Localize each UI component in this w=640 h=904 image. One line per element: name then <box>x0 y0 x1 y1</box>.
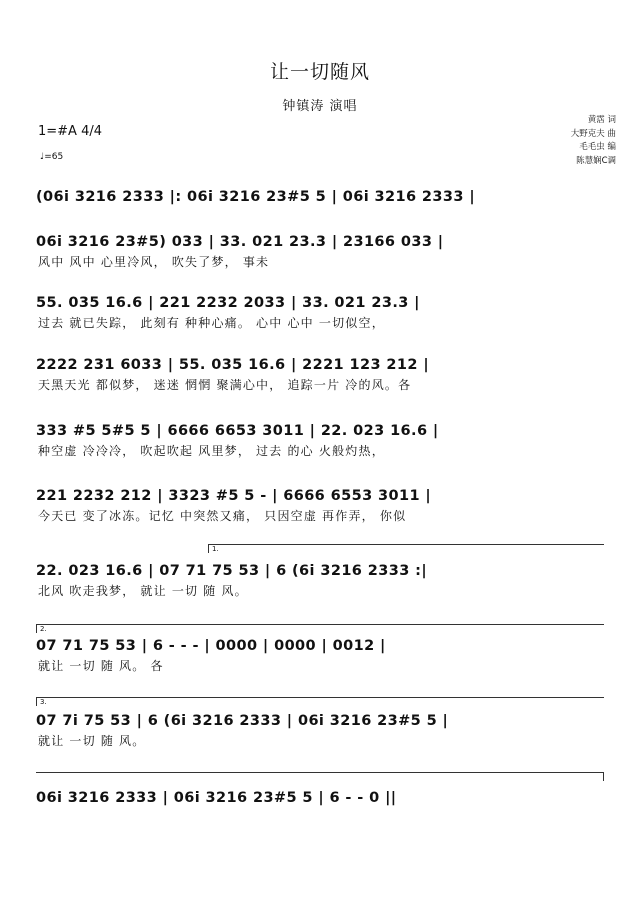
credit-lyricist: 黄霑 词 <box>587 115 616 125</box>
system-lyrics: 风中 风中 心里冷风， 吹失了梦， 事未 <box>38 255 270 269</box>
credit-arranger: 毛毛虫 编 <box>579 142 616 152</box>
system-notes: 55. 035 16.6 | 221 2232 2033 | 33. 021 23.3 | <box>36 295 420 311</box>
score-system-3 <box>36 292 604 332</box>
score-system-7 <box>36 560 604 600</box>
system-lyrics <box>36 208 604 226</box>
score-system-9 <box>36 710 604 750</box>
volta-2-bracket: 2. <box>36 624 604 633</box>
system-notes: 333 #5 5#5 5 | 6666 6653 3011 | 22. 023 16.6 | <box>36 423 439 439</box>
key-signature: 1=#A 4/4 <box>38 124 103 139</box>
tempo-mark: ♩=65 <box>40 152 64 162</box>
score-system-2 <box>36 231 604 271</box>
system-notes: 07 71 75 53 | 6 - - - | 0000 | 0000 | 0012 | <box>36 638 386 654</box>
score-system-8 <box>36 635 604 675</box>
system-notes: 2222 231 6033 | 55. 035 16.6 | 2221 123 212 | <box>36 357 430 373</box>
system-lyrics: 今天已 变了冰冻。记忆 中突然又痛， 只因空虚 再作弄， 你似 <box>38 509 407 523</box>
system-lyrics: 过去 就已失踪， 此刻有 种种心痛。 心中 心中 一切似空， <box>38 316 385 330</box>
score-system-10 <box>36 787 604 809</box>
credit-composer: 大野克夫 曲 <box>570 128 616 139</box>
song-title: 让一切随风 <box>269 61 370 83</box>
credits-block <box>571 114 616 168</box>
ending-bracket <box>36 772 604 781</box>
system-lyrics: 就让 一切 随 风。 各 <box>38 659 164 673</box>
system-notes: 221 2232 212 | 3323 #5 5 - | 6666 6553 3011 | <box>36 488 432 504</box>
performer-line: 钟镇涛 演唱 <box>282 99 358 114</box>
system-notes: 22. 023 16.6 | 07 71 75 53 | 6 (6i 3216 2333 :| <box>36 563 428 579</box>
score-system-6 <box>36 485 604 525</box>
system-notes: (06i 3216 2333 |: 06i 3216 23#5 5 | 06i 3216 2333 | <box>36 189 476 205</box>
credit-transposer: 陈慧娴C调 <box>576 155 616 166</box>
score-system-5 <box>36 420 604 460</box>
system-lyrics: 就让 一切 随 风。 <box>38 734 146 748</box>
volta-1-bracket: 1. <box>208 544 604 553</box>
system-notes: 06i 3216 2333 | 06i 3216 23#5 5 | 6 - - 0 || <box>36 790 397 806</box>
volta-3-bracket: 3. <box>36 697 604 706</box>
system-lyrics: 天黑天光 都似梦， 迷迷 惘惘 聚满心中， 追踪一片 冷的风。各 <box>38 378 412 392</box>
system-lyrics: 北风 吹走我梦， 就让 一切 随 风。 <box>38 584 248 598</box>
system-notes: 07 7i 75 53 | 6 (6i 3216 2333 | 06i 3216 23#5 5 | <box>36 713 449 729</box>
system-lyrics: 种空虚 冷冷冷， 吹起吹起 风里梦， 过去 的心 火般灼热， <box>38 444 385 458</box>
system-notes: 06i 3216 23#5) 033 | 33. 021 23.3 | 23166 033 | <box>36 234 444 250</box>
score-system-1 <box>36 186 604 226</box>
score-system-4 <box>36 354 604 394</box>
